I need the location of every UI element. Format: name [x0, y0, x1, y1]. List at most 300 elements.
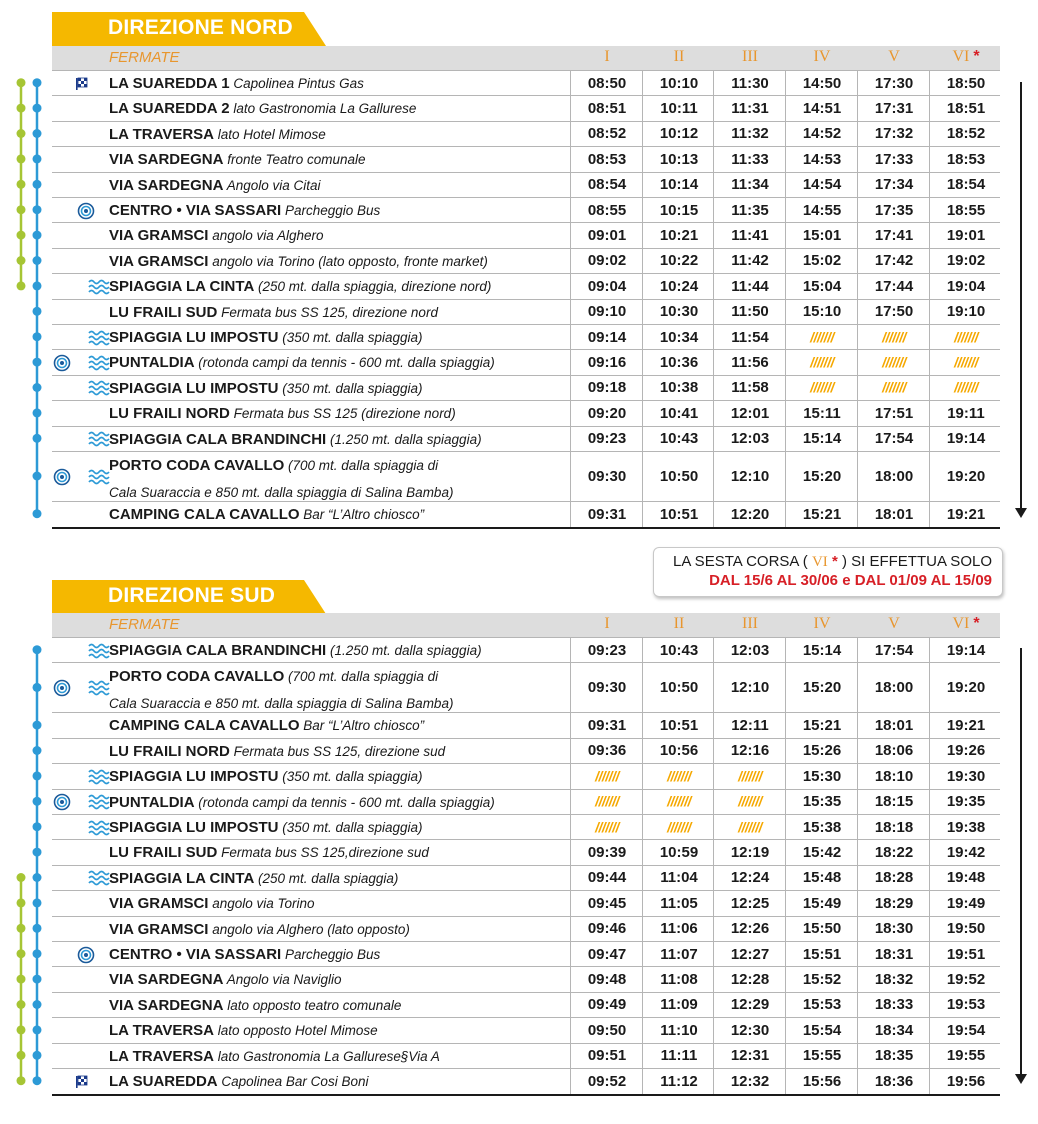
stop-title: LA TRAVERSA [109, 1047, 214, 1065]
blue-stop-dot [33, 104, 42, 113]
departure-time: 19:21 [946, 717, 986, 735]
stop-description: Bar “L’Altro chiosco” [299, 718, 425, 734]
blue-stop-dot [33, 1000, 42, 1009]
no-service-cell: /////// [954, 354, 978, 371]
departure-time: 19:54 [946, 1021, 986, 1039]
departure-time: 12:10 [730, 468, 770, 485]
green-stop-dot [17, 1025, 26, 1034]
blue-stop-dot [33, 645, 42, 654]
departure-time: 11:06 [660, 920, 698, 938]
stop-description: angolo via Torino [208, 896, 315, 912]
col-header: V [888, 48, 900, 65]
departure-time: 14:52 [802, 125, 842, 143]
departure-time: 19:04 [946, 277, 986, 295]
departure-time: 09:36 [587, 742, 627, 760]
stop-name [109, 1044, 440, 1069]
stop-title: CENTRO • VIA SASSARI [109, 946, 282, 963]
departure-time: 19:55 [946, 1047, 986, 1065]
departure-time: 14:55 [802, 201, 842, 219]
sud-direction-arrow [1020, 648, 1022, 1076]
departure-time: 14:54 [802, 176, 842, 194]
no-service-cell: /////// [595, 767, 619, 784]
blue-stop-dot [33, 797, 42, 806]
stop-name [109, 249, 488, 274]
no-service-cell: /////// [882, 379, 906, 396]
departure-time: 10:12 [659, 125, 699, 143]
stop-name [109, 96, 416, 121]
table-row [52, 865, 1000, 891]
stop-description: Parcheggio Bus [281, 203, 381, 218]
stop-title: SPIAGGIA LU IMPOSTU [109, 329, 279, 346]
stop-title: CAMPING CALA CAVALLO [109, 717, 300, 735]
table-row [52, 662, 1000, 713]
departure-time: 15:35 [802, 793, 842, 811]
departure-time: 11:42 [731, 252, 769, 270]
departure-time: 10:38 [659, 379, 699, 397]
departure-time: 09:16 [587, 354, 627, 372]
no-service-cell: /////// [667, 767, 691, 784]
table-row [52, 121, 1000, 147]
departure-time: 17:54 [874, 430, 914, 448]
departure-time: 19:01 [946, 227, 986, 245]
col-header: VI * [952, 48, 980, 65]
departure-time: 09:30 [587, 679, 627, 697]
departure-time: 17:32 [874, 125, 914, 143]
departure-time: 11:11 [660, 1047, 698, 1065]
stop-title: VIA SARDEGNA [109, 971, 224, 989]
blue-stop-dot [33, 78, 42, 87]
departure-time: 15:55 [802, 1047, 842, 1065]
table-row [52, 349, 1000, 375]
departure-time: 12:16 [730, 742, 770, 760]
departure-time: 18:36 [874, 1072, 914, 1090]
departure-time: 14:50 [802, 74, 842, 92]
green-stop-dot [17, 1000, 26, 1009]
departure-time: 11:41 [731, 227, 769, 245]
stop-title: VIA GRAMSCI [109, 895, 209, 913]
departure-time: 12:28 [730, 971, 770, 989]
fermate-label: FERMATE [109, 49, 180, 66]
departure-time: 10:22 [659, 252, 699, 270]
stop-title: VIA GRAMSCI [109, 252, 209, 270]
green-stop-dot [17, 256, 26, 265]
table-row [52, 146, 1000, 172]
departure-time: 08:54 [587, 176, 627, 194]
flag-icon [75, 77, 89, 96]
departure-time: 11:58 [731, 379, 769, 397]
departure-time: 18:53 [946, 150, 986, 168]
departure-time: 15:51 [802, 945, 842, 963]
stop-description: lato opposto teatro comunale [223, 997, 402, 1013]
blue-stop-dot [33, 129, 42, 138]
departure-time: 11:44 [731, 277, 769, 295]
stop-title: LU FRAILI NORD [109, 405, 230, 423]
no-service-cell: /////// [810, 379, 834, 396]
departure-time: 19:21 [946, 505, 986, 523]
departure-time: 15:04 [802, 277, 842, 295]
departure-time: 08:53 [587, 150, 627, 168]
departure-time: 10:50 [659, 679, 699, 697]
blue-stop-dot [33, 873, 42, 882]
stop-description: fronte Teatro comunale [223, 152, 366, 168]
departure-time: 15:01 [802, 227, 842, 245]
stop-name [109, 173, 321, 198]
table-row [52, 324, 1000, 350]
departure-time: 15:14 [802, 641, 842, 659]
departure-time: 10:50 [659, 468, 699, 485]
table-row [52, 941, 1000, 967]
no-service-cell: /////// [882, 354, 906, 371]
stop-title: LA TRAVERSA [109, 125, 214, 143]
stop-description: (700 mt. dalla spiaggia di [284, 458, 439, 473]
stop-title: LA SUAREDDA [109, 1073, 218, 1090]
blue-stop-dot [33, 721, 42, 730]
departure-time: 15:20 [802, 468, 842, 485]
stop-title: PORTO CODA CAVALLO [109, 457, 285, 474]
departure-time: 11:54 [731, 328, 769, 346]
departure-time: 19:02 [946, 252, 986, 270]
table-row [52, 172, 1000, 198]
departure-time: 08:51 [587, 100, 627, 118]
stop-description: (rotonda campi da tennis - 600 mt. dalla spiaggia) [194, 355, 495, 371]
departure-time: 15:54 [802, 1021, 842, 1039]
table-row [52, 839, 1000, 865]
stop-title: PUNTALDIA [109, 793, 195, 811]
departure-time: 11:09 [660, 996, 698, 1014]
blue-stop-dot [33, 683, 42, 692]
departure-time: 18:30 [874, 920, 914, 938]
departure-time: 14:51 [802, 100, 842, 118]
departure-time: 12:01 [730, 404, 770, 422]
stop-title: VIA GRAMSCI [109, 227, 209, 245]
departure-time: 11:32 [731, 125, 769, 143]
departure-time: 18:51 [946, 100, 986, 118]
stop-description: angolo via Torino (lato opposto, fronte market) [208, 253, 488, 269]
no-service-cell: /////// [595, 793, 619, 810]
stop-description: angolo via Alghero (lato opposto) [208, 921, 410, 937]
departure-time: 15:11 [803, 404, 841, 422]
sud-header-row [52, 613, 1000, 637]
blue-stop-dot [33, 898, 42, 907]
no-service-cell: /////// [882, 328, 906, 345]
stop-name [109, 967, 342, 992]
departure-time: 19:26 [946, 742, 986, 760]
table-row [52, 966, 1000, 992]
table-row [52, 273, 1000, 299]
departure-time: 19:35 [946, 793, 986, 811]
stop-name [109, 663, 453, 717]
no-service-cell: /////// [810, 354, 834, 371]
interchange-icon [77, 202, 95, 225]
departure-time: 12:29 [730, 996, 770, 1014]
departure-time: 18:06 [874, 742, 914, 760]
departure-time: 08:50 [587, 74, 627, 92]
departure-time: 12:20 [730, 505, 770, 523]
stop-name [109, 713, 424, 738]
stop-title: CAMPING CALA CAVALLO [109, 506, 300, 523]
departure-time: 12:26 [730, 920, 770, 938]
departure-time: 10:51 [659, 505, 699, 523]
table-row [52, 1068, 1000, 1096]
stop-name [109, 840, 429, 865]
stop-name [109, 815, 423, 840]
departure-time: 15:50 [802, 920, 842, 938]
no-service-cell: /////// [595, 818, 619, 835]
blue-stop-dot [33, 180, 42, 189]
departure-time: 11:10 [660, 1021, 698, 1039]
stop-title: SPIAGGIA LA CINTA [109, 869, 255, 887]
departure-time: 11:31 [731, 100, 769, 118]
departure-time: 18:34 [874, 1021, 914, 1039]
green-stop-dot [17, 1051, 26, 1060]
green-stop-dot [17, 1076, 26, 1085]
departure-time: 10:56 [659, 742, 699, 760]
stop-name [109, 223, 324, 248]
stop-name [109, 1069, 368, 1094]
departure-time: 19:53 [946, 996, 986, 1014]
departure-time: 12:19 [730, 844, 770, 862]
departure-time: 11:50 [731, 303, 769, 321]
blue-stop-dot [33, 848, 42, 857]
departure-time: 10:34 [659, 328, 699, 346]
departure-time: 15:30 [802, 767, 842, 785]
blue-stop-dot [33, 746, 42, 755]
departure-time: 11:30 [731, 74, 769, 92]
green-stop-dot [17, 231, 26, 240]
green-stop-dot [17, 78, 26, 87]
departure-time: 09:20 [587, 404, 627, 422]
departure-time: 18:01 [874, 505, 914, 523]
departure-time: 11:35 [731, 201, 769, 219]
departure-time: 09:31 [587, 717, 627, 735]
stop-description: Angolo via Citai [223, 177, 321, 193]
departure-time: 09:02 [587, 252, 627, 270]
blue-stop-dot [33, 1076, 42, 1085]
stop-name [109, 891, 315, 916]
stop-description: Fermata bus SS 125,direzione sud [217, 845, 429, 861]
departure-time: 09:31 [587, 505, 627, 523]
stop-description: lato Gastronomia La Gallurese§Via A [214, 1048, 440, 1064]
stop-description: angolo via Alghero [208, 228, 324, 244]
departure-time: 10:10 [659, 74, 699, 92]
col-header: IV [813, 48, 831, 65]
departure-time: 17:51 [874, 404, 914, 422]
blue-stop-dot [33, 822, 42, 831]
no-service-cell: /////// [954, 379, 978, 396]
departure-time: 09:04 [587, 277, 627, 295]
departure-time: 10:11 [660, 100, 698, 118]
departure-time: 19:51 [946, 945, 986, 963]
stop-description: (250 mt. dalla spiaggia) [254, 870, 399, 886]
departure-time: 18:50 [946, 74, 986, 92]
table-row [52, 451, 1000, 502]
stop-name [109, 350, 495, 375]
blue-stop-dot [33, 771, 42, 780]
no-service-cell: /////// [738, 793, 762, 810]
departure-time: 11:34 [731, 176, 769, 194]
table-row [52, 789, 1000, 815]
stop-name [109, 790, 495, 815]
departure-time: 17:34 [874, 176, 914, 194]
table-row [52, 916, 1000, 942]
stop-title: PORTO CODA CAVALLO [109, 668, 285, 686]
stop-title: SPIAGGIA LU IMPOSTU [109, 768, 279, 786]
departure-time: 18:31 [874, 945, 914, 963]
departure-time: 17:31 [874, 100, 914, 118]
departure-time: 12:03 [730, 641, 770, 659]
sud-title: DIREZIONE SUD [108, 584, 276, 607]
table-row [52, 738, 1000, 764]
no-service-cell: /////// [738, 818, 762, 835]
departure-time: 08:52 [587, 125, 627, 143]
stop-title: SPIAGGIA LA CINTA [109, 278, 255, 296]
stop-name [109, 764, 423, 789]
stop-title: LA SUAREDDA 1 [109, 75, 230, 92]
departure-time: 19:49 [946, 894, 986, 912]
stop-description: Angolo via Naviglio [223, 972, 342, 988]
table-row [52, 992, 1000, 1018]
departure-time: 15:56 [802, 1072, 842, 1090]
departure-time: 11:05 [660, 894, 698, 912]
departure-time: 15:52 [802, 971, 842, 989]
table-row [52, 197, 1000, 223]
departure-time: 19:38 [946, 818, 986, 836]
departure-time: 09:47 [587, 945, 627, 963]
no-service-cell: /////// [954, 328, 978, 345]
departure-time: 11:07 [660, 945, 698, 963]
table-row [52, 299, 1000, 325]
departure-time: 15:38 [802, 818, 842, 836]
departure-time: 10:43 [659, 641, 699, 659]
stop-description: lato opposto Hotel Mimose [214, 1023, 378, 1039]
blue-stop-dot [33, 358, 42, 367]
stop-name [109, 198, 380, 223]
stop-name [109, 325, 423, 350]
departure-time: 12:27 [730, 945, 770, 963]
departure-time: 19:11 [947, 404, 985, 422]
blue-stop-dot [33, 205, 42, 214]
departure-time: 18:32 [874, 971, 914, 989]
stop-name [109, 502, 424, 527]
departure-time: 09:51 [587, 1047, 627, 1065]
col-header: III [742, 615, 758, 632]
departure-time: 18:00 [874, 468, 914, 485]
stop-description: Bar “L’Altro chiosco” [299, 507, 425, 522]
departure-time: 09:23 [587, 430, 627, 448]
departure-time: 19:50 [946, 920, 986, 938]
departure-time: 09:23 [587, 641, 627, 659]
stop-name [109, 401, 456, 426]
departure-time: 11:04 [660, 869, 698, 887]
departure-time: 19:56 [946, 1072, 986, 1090]
departure-time: 14:53 [802, 150, 842, 168]
departure-time: 10:59 [659, 844, 699, 862]
table-row [52, 637, 1000, 663]
stop-name [109, 1018, 378, 1043]
table-row [52, 712, 1000, 738]
departure-time: 18:35 [874, 1047, 914, 1065]
departure-time: 10:51 [659, 717, 699, 735]
green-stop-dot [17, 104, 26, 113]
departure-time: 10:24 [659, 277, 699, 295]
departure-time: 09:01 [587, 227, 627, 245]
departure-time: 18:28 [874, 869, 914, 887]
departure-time: 12:32 [730, 1072, 770, 1090]
departure-time: 10:14 [659, 176, 699, 194]
stop-description: (350 mt. dalla spiaggia) [278, 380, 423, 396]
stop-name [109, 942, 380, 967]
stop-description: Parcheggio Bus [281, 947, 381, 962]
departure-time: 09:44 [587, 869, 627, 887]
departure-time: 19:42 [946, 844, 986, 862]
stop-description: (350 mt. dalla spiaggia) [278, 820, 423, 835]
stop-name [109, 122, 326, 147]
table-row [52, 400, 1000, 426]
blue-stop-dot [33, 472, 42, 481]
stop-title: VIA GRAMSCI [109, 920, 209, 938]
departure-time: 19:20 [946, 679, 986, 697]
departure-time: 10:21 [659, 227, 699, 245]
table-row [52, 814, 1000, 840]
stop-description: (1.250 mt. dalla spiaggia) [326, 643, 482, 658]
nord-arrow-head [1015, 508, 1027, 518]
stop-name [109, 427, 482, 452]
col-header: II [673, 48, 685, 65]
col-header: I [604, 48, 610, 65]
departure-time: 19:14 [946, 430, 986, 448]
stop-description-2: Cala Suaraccia e 850 mt. dalla spiaggia di Salina Bamba) [109, 696, 454, 712]
blue-stop-dot [33, 332, 42, 341]
departure-time: 15:49 [802, 894, 842, 912]
departure-time: 09:39 [587, 844, 627, 862]
blue-stop-dot [33, 509, 42, 518]
departure-time: 09:50 [587, 1021, 627, 1039]
stop-description: (rotonda campi da tennis - 600 mt. dalla spiaggia) [194, 794, 495, 810]
stop-title: LA TRAVERSA [109, 1022, 214, 1040]
table-row [52, 70, 1000, 96]
stop-title: VIA SARDEGNA [109, 176, 224, 194]
departure-time: 10:41 [659, 404, 699, 422]
no-service-cell: /////// [738, 767, 762, 784]
stop-name [109, 452, 453, 506]
departure-time: 17:44 [874, 277, 914, 295]
no-service-cell: /////// [667, 818, 691, 835]
green-stop-dot [17, 924, 26, 933]
departure-time: 19:20 [946, 468, 986, 485]
departure-time: 11:56 [731, 354, 769, 372]
green-stop-dot [17, 281, 26, 290]
stop-name [109, 376, 423, 401]
departure-time: 09:18 [587, 379, 627, 397]
stop-title: SPIAGGIA CALA BRANDINCHI [109, 430, 327, 448]
table-row [52, 763, 1000, 789]
stop-name [109, 300, 438, 325]
blue-stop-dot [33, 1025, 42, 1034]
stop-description: Capolinea Bar Cosi Boni [217, 1074, 369, 1089]
blue-stop-dot [33, 383, 42, 392]
table-row [52, 501, 1000, 529]
departure-time: 18:52 [946, 125, 986, 143]
stop-name [109, 993, 401, 1018]
departure-time: 09:46 [587, 920, 627, 938]
stop-name [109, 71, 364, 96]
table-row [52, 222, 1000, 248]
departure-time: 09:52 [587, 1072, 627, 1090]
departure-time: 12:25 [730, 894, 770, 912]
stop-description: Fermata bus SS 125 (direzione nord) [229, 406, 456, 422]
stop-title: CENTRO • VIA SASSARI [109, 202, 282, 219]
green-stop-dot [17, 180, 26, 189]
